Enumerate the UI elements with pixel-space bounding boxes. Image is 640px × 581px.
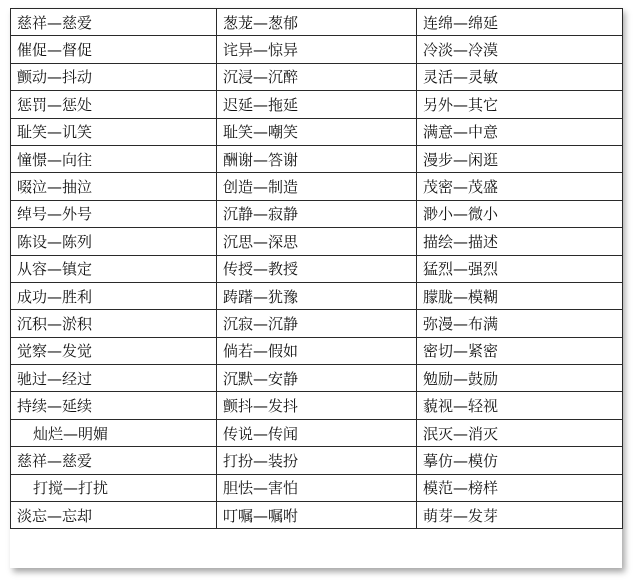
- table-row: [11, 310, 623, 337]
- table-cell: 倘若—假如: [217, 337, 417, 364]
- table-cell: 打搅—打扰: [11, 474, 217, 501]
- table-cell: 绰号—外号: [11, 200, 217, 227]
- table-cell: 耻笑—讥笑: [11, 118, 217, 145]
- table-cell: 叮嘱—嘱咐: [217, 502, 417, 529]
- table-cell: 猛烈—强烈: [417, 255, 623, 282]
- table-cell: 从容—镇定: [11, 255, 217, 282]
- table-cell: 连绵—绵延: [417, 9, 623, 36]
- table-row: [11, 145, 623, 172]
- table-cell: 沉思—深思: [217, 228, 417, 255]
- table-cell: 葱茏—葱郁: [217, 9, 417, 36]
- table-cell: 漫步—闲逛: [417, 145, 623, 172]
- table-cell: 慈祥—慈爱: [11, 447, 217, 474]
- table-cell: 萌芽—发芽: [417, 502, 623, 529]
- table-row: [11, 36, 623, 63]
- table-cell: 渺小—微小: [417, 200, 623, 227]
- table-row: [11, 419, 623, 446]
- table-cell: 驰过—经过: [11, 365, 217, 392]
- table-row: [11, 282, 623, 309]
- table-cell: 藐视—轻视: [417, 392, 623, 419]
- table-cell: 传授—教授: [217, 255, 417, 282]
- table-cell: 耻笑—嘲笑: [217, 118, 417, 145]
- table-cell: 酬谢—答谢: [217, 145, 417, 172]
- table-frame: [10, 8, 622, 568]
- table-row: [11, 447, 623, 474]
- table-row: [11, 255, 623, 282]
- table-cell: 勉励—鼓励: [417, 365, 623, 392]
- table-row: [11, 502, 623, 529]
- table-cell: 陈设—陈列: [11, 228, 217, 255]
- table-cell: 成功—胜利: [11, 282, 217, 309]
- synonym-table: [10, 8, 623, 529]
- table-row: [11, 392, 623, 419]
- table-row: [11, 173, 623, 200]
- table-cell: 密切—紧密: [417, 337, 623, 364]
- table-cell: 憧憬—向往: [11, 145, 217, 172]
- table-row: [11, 200, 623, 227]
- table-row: [11, 337, 623, 364]
- table-cell: 沉积—淤积: [11, 310, 217, 337]
- table-cell: 灿烂—明媚: [11, 419, 217, 446]
- table-cell: 迟延—拖延: [217, 91, 417, 118]
- table-cell: 沉静—寂静: [217, 200, 417, 227]
- table-cell: 茂密—茂盛: [417, 173, 623, 200]
- table-row: [11, 63, 623, 90]
- table-cell: 传说—传闻: [217, 419, 417, 446]
- table-cell: 催促—督促: [11, 36, 217, 63]
- table-cell: 惩罚—惩处: [11, 91, 217, 118]
- table-cell: 觉察—发觉: [11, 337, 217, 364]
- table-cell: 持续—延续: [11, 392, 217, 419]
- table-cell: 打扮—装扮: [217, 447, 417, 474]
- table-cell: 胆怯—害怕: [217, 474, 417, 501]
- table-cell: 摹仿—模仿: [417, 447, 623, 474]
- table-cell: 创造—制造: [217, 173, 417, 200]
- table-cell: 沉寂—沉静: [217, 310, 417, 337]
- table-row: [11, 9, 623, 36]
- table-cell: 颤抖—发抖: [217, 392, 417, 419]
- table-cell: 满意—中意: [417, 118, 623, 145]
- table-cell: 啜泣—抽泣: [11, 173, 217, 200]
- table-cell: 诧异—惊异: [217, 36, 417, 63]
- table-row: [11, 474, 623, 501]
- table-cell: 冷淡—冷漠: [417, 36, 623, 63]
- table-cell: 另外—其它: [417, 91, 623, 118]
- table-cell: 模范—榜样: [417, 474, 623, 501]
- table-cell: 慈祥—慈爱: [11, 9, 217, 36]
- table-row: [11, 91, 623, 118]
- table-cell: 描绘—描述: [417, 228, 623, 255]
- table-row: [11, 365, 623, 392]
- table-cell: 淡忘—忘却: [11, 502, 217, 529]
- table-cell: 沉浸—沉醉: [217, 63, 417, 90]
- table-cell: 泯灭—消灭: [417, 419, 623, 446]
- table-cell: 灵活—灵敏: [417, 63, 623, 90]
- table-row: [11, 118, 623, 145]
- table-cell: 沉默—安静: [217, 365, 417, 392]
- table-cell: 踌躇—犹豫: [217, 282, 417, 309]
- table-cell: 弥漫—布满: [417, 310, 623, 337]
- table-cell: 颤动—抖动: [11, 63, 217, 90]
- table-cell: 朦胧—模糊: [417, 282, 623, 309]
- table-row: [11, 228, 623, 255]
